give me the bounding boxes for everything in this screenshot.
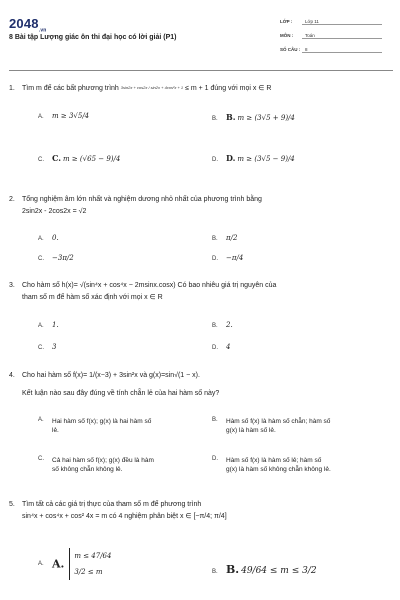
- meta-so-cau: SỐ CÂU : 8: [280, 47, 382, 53]
- question-5-option-a[interactable]: A. A. m ≤ 47/64 3/2 ≤ m: [38, 548, 111, 580]
- site-logo[interactable]: $2048_{.vn}$: [9, 16, 47, 34]
- question-1-fraction: 3sin2x + cos2x / sin2x + 4cos²x + 1: [120, 85, 184, 90]
- question-3-option-d[interactable]: D. 4: [212, 343, 231, 351]
- question-2-option-b[interactable]: B. π/2: [212, 234, 238, 242]
- question-3-option-c[interactable]: C. 3: [38, 343, 57, 351]
- question-1-option-a[interactable]: A. m ≥ 3√5/4: [38, 112, 90, 120]
- meta-lop: LỚP : Lớp 11: [280, 19, 382, 25]
- question-5-option-b[interactable]: B. B. 49/64 ≤ m ≤ 3/2: [212, 563, 317, 576]
- question-1-option-b[interactable]: B. B. m ≥ (3√5 + 9)/4: [212, 112, 295, 122]
- question-3-option-b[interactable]: B. 2.: [212, 321, 233, 329]
- question-2: 2. Tổng nghiệm âm lớn nhất và nghiệm dương nhỏ nhất của phương trình bằng 2sin2x - 2cos2x = √2: [9, 196, 262, 215]
- question-4-option-b[interactable]: B. Hàm số f(x) là hàm số chẵn; hàm số g(x) là hàm số lẻ.: [212, 417, 331, 434]
- question-2-option-d[interactable]: D. −π/4: [212, 254, 244, 262]
- meta-mon: MÔN : Toán: [280, 33, 382, 39]
- question-3: 3. Cho hàm số h(x)= √(sin⁴x + cos⁴x − 2msinx.cosx) Có bao nhiêu giá trị nguyên của tham số m để hàm số xác định với mọi x ∈ R: [9, 282, 277, 301]
- document-title: 8 Bài tập Lượng giác ôn thi đại học có lời giải (P1): [9, 34, 177, 41]
- question-4: 4. Cho hai hàm số f(x)= 1/(x−3) + 3sin²x và g(x)=sin√(1 − x). Kết luận nào sau đây đúng về tính chẵn lẻ của hai hàm số này?: [9, 372, 220, 397]
- question-5: 5. Tìm tất cả các giá trị thực của tham số m để phương trình sin⁴x + cos⁴x + cos² 4x = m có 4 nghiệm phân biệt x ∈ [−π/4; π/4]: [9, 501, 227, 520]
- question-4-option-d[interactable]: D. Hàm số f(x) là hàm số lẻ; hàm số g(x) là hàm số không chẵn không lẻ.: [212, 456, 331, 473]
- header-divider: [9, 70, 393, 71]
- question-1-option-d[interactable]: D. D. m ≥ (3√5 − 9)/4: [212, 153, 295, 163]
- question-2-option-c[interactable]: C. −3π/2: [38, 254, 74, 262]
- question-4-option-c[interactable]: C. Cả hai hàm số f(x); g(x) đều là hàm số không chẵn không lẻ.: [38, 456, 154, 473]
- question-2-option-a[interactable]: A. 0.: [38, 234, 59, 242]
- question-3-option-a[interactable]: A. 1.: [38, 321, 59, 329]
- question-1: 1. Tìm m để các bất phương trình 3sin2x + cos2x / sin2x + 4cos²x + 1 ≤ m + 1 đúng với mọi x ∈ R: [9, 84, 272, 92]
- question-1-option-c[interactable]: C. C. m ≥ (√65 − 9)/4: [38, 153, 121, 163]
- page-header: [0, 0, 400, 62]
- question-4-option-a[interactable]: A. Hai hàm số f(x); g(x) là hai hàm số lẻ.: [38, 417, 152, 434]
